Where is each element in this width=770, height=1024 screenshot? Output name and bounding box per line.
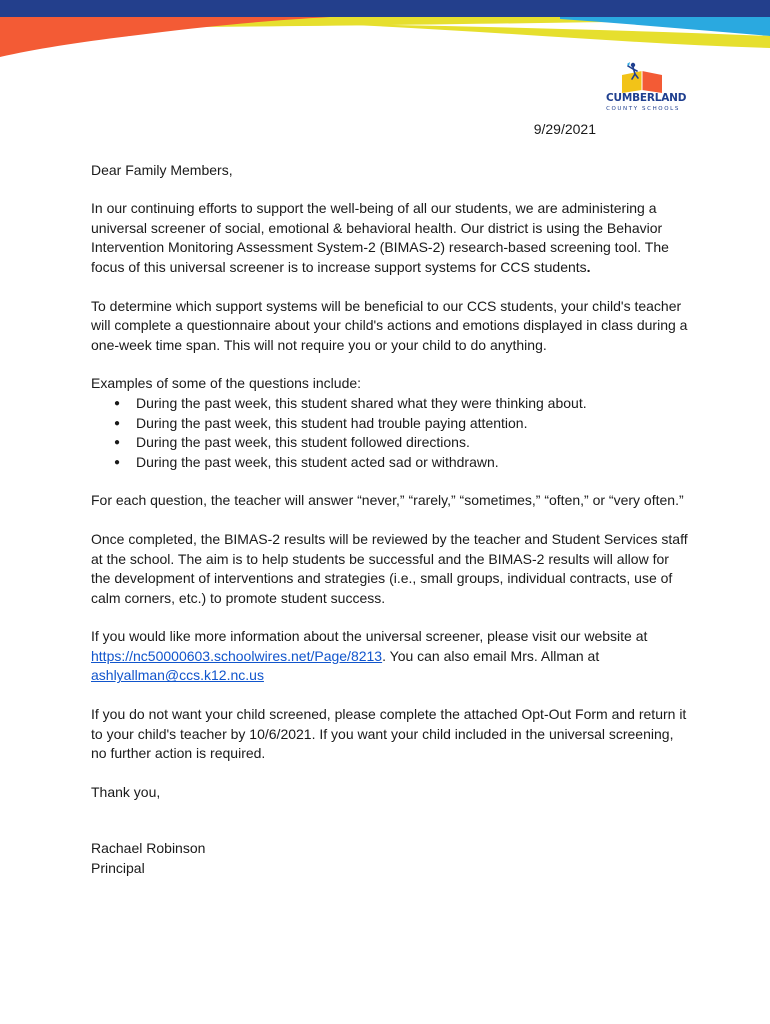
signer-name: Rachael Robinson [91,840,206,857]
list-item: ● During the past week, this student had trouble paying attention. [136,414,691,434]
letter-date: 9/29/2021 [533,121,596,137]
paragraph-answers: For each question, the teacher will answer “never,” “rarely,” “sometimes,” “often,” or “very often.” [91,492,684,509]
paragraph-results: Once completed, the BIMAS-2 results will be reviewed by the teacher and Student Services staff at the school. The aim is to help students be successful and the BIMAS-2 results will allow for the development of interventions and strategies (i.e., small groups, individual contracts, use of calm corners, etc.) to promote student success. [91,530,688,606]
book-icon [606,60,680,94]
paragraph-contact [91,627,691,686]
paragraph-purpose-end: . [586,258,591,275]
paragraph-opt-out: If you do not want your child screened, please complete the attached Opt-Out Form and return it to your child's teacher by 10/6/2021. If you want your child included in the universal screening, no further action is required. [91,706,687,762]
cumberland-logo [606,60,687,116]
letter-body [91,120,691,879]
greeting: Dear Family Members, [91,161,233,178]
list-item: ● During the past week, this student acted sad or withdrawn. [136,453,691,473]
website-link[interactable]: https://nc50000603.schoolwires.net/Page/8213 [91,647,383,664]
list-item: ● During the past week, this student followed directions. [136,433,691,453]
email-link[interactable]: ashlyallman@ccs.k12.nc.us [91,667,264,684]
examples-intro: Examples of some of the questions include: [91,375,362,392]
logo-name: CUMBERLAND [606,92,687,104]
paragraph-purpose-text: In our continuing efforts to support the well-being of all our students, we are administering a universal screener of social, emotional & behavioral health. Our district is using the Behavior Intervention Monitoring Assessment System-2 (BIMAS-2) research-based screening tool. The focus of this universal screener is to increase support systems for CCS students [91,200,669,275]
closing: Thank you, [91,783,161,800]
contact-text-middle: . You can also email Mrs. Allman at [382,647,600,664]
logo-subtitle: COUNTY SCHOOLS [606,106,680,112]
list-item: ● During the past week, this student shared what they were thinking about. [136,394,691,414]
paragraph-process: To determine which support systems will be beneficial to our CCS students, your child's teacher will complete a questionnaire about your child's actions and emotions displayed in class during a one-week time span. This will not require you or your child to do anything. [91,297,688,353]
examples-list [91,394,691,472]
paragraph-purpose [91,199,691,277]
contact-text-before: If you would like more information about the universal screener, please visit our website at [91,628,648,645]
signer-title: Principal [91,860,145,877]
